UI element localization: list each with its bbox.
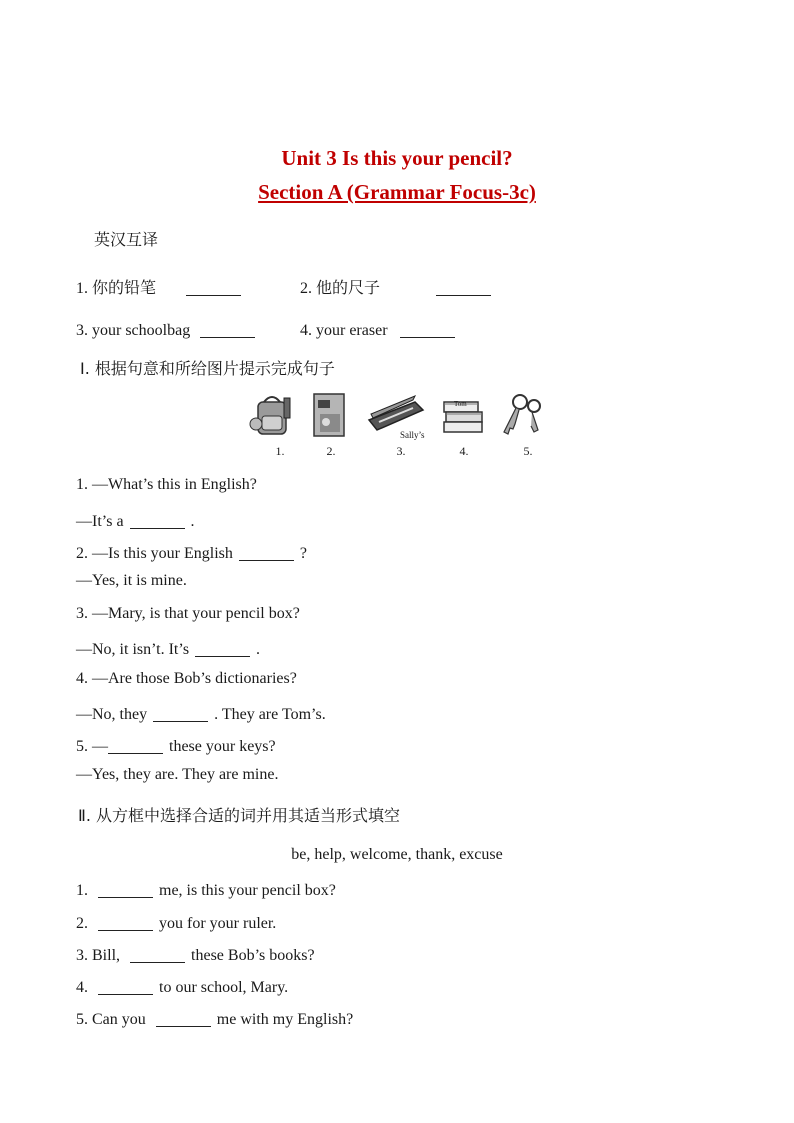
exercise-line: 4. —Are those Bob’s dictionaries? xyxy=(76,670,297,687)
answer-blank[interactable] xyxy=(239,544,294,561)
vocab-item xyxy=(76,275,247,298)
answer-blank[interactable] xyxy=(153,705,208,722)
exercise-line: —No, it isn’t. It’s . xyxy=(76,641,261,658)
picture-label: 2. xyxy=(326,444,336,458)
box-caption: Sally’s xyxy=(400,430,425,440)
section-heading-part1: Ⅰ. 根据句意和所给图片提示完成句子 xyxy=(80,359,335,378)
picture-label: 1. xyxy=(275,444,285,458)
answer-blank[interactable] xyxy=(130,946,185,963)
item-number: 3. xyxy=(76,322,88,339)
item-number: 2. xyxy=(300,280,312,297)
answer-blank[interactable] xyxy=(98,881,153,898)
page-title: Unit 3 Is this your pencil? xyxy=(281,146,513,170)
exercise-line: —No, they . They are Tom’s. xyxy=(76,706,326,723)
picture-prompts xyxy=(240,392,550,462)
exercise-line: 2. you for your ruler. xyxy=(76,915,277,932)
answer-blank[interactable] xyxy=(156,1010,211,1027)
answer-blank[interactable] xyxy=(98,914,153,931)
item-text: 他的尺子 xyxy=(316,278,381,297)
exercise-line: —It’s a . xyxy=(76,513,195,530)
item-number: 4. xyxy=(300,322,312,339)
section-heading-part2: Ⅱ. 从方框中选择合适的词并用其适当形式填空 xyxy=(78,806,401,825)
keys-icon xyxy=(498,392,548,438)
answer-blank[interactable] xyxy=(400,321,455,338)
exercise-line: 1. me, is this your pencil box? xyxy=(76,882,336,899)
picture-label: 3. xyxy=(396,444,406,458)
exercise-line: 3. —Mary, is that your pencil box? xyxy=(76,605,300,622)
exercise-line: —Yes, it is mine. xyxy=(76,572,187,589)
item-number: 1. xyxy=(76,280,88,297)
dictionaries-icon xyxy=(440,392,486,438)
exercise-line: 5. — these your keys? xyxy=(76,738,276,755)
exercise-line: —Yes, they are. They are mine. xyxy=(76,766,279,783)
schoolbag-icon xyxy=(246,392,296,438)
answer-blank[interactable] xyxy=(436,279,491,296)
picture-label: 5. xyxy=(523,444,533,458)
answer-blank[interactable] xyxy=(108,737,163,754)
section-heading-vocab: 英汉互译 xyxy=(94,230,159,249)
item-text: your eraser xyxy=(316,322,388,339)
vocab-item xyxy=(300,275,497,298)
item-text: your schoolbag xyxy=(92,322,191,339)
page-subtitle: Section A (Grammar Focus-3c) xyxy=(258,180,536,204)
book-caption: Tom xyxy=(454,400,467,408)
exercise-line: 3. Bill, these Bob’s books? xyxy=(76,947,315,964)
vocab-item xyxy=(76,318,261,340)
word-box: be, help, welcome, thank, excuse xyxy=(291,846,503,863)
picture-label: 4. xyxy=(459,444,469,458)
exercise-line: 1. —What’s this in English? xyxy=(76,476,257,493)
answer-blank[interactable] xyxy=(195,640,250,657)
answer-blank[interactable] xyxy=(186,279,241,296)
answer-blank[interactable] xyxy=(200,321,255,338)
answer-blank[interactable] xyxy=(98,978,153,995)
exercise-line: 4. to our school, Mary. xyxy=(76,979,289,996)
exercise-line: 2. —Is this your English ? xyxy=(76,545,307,562)
english-book-icon xyxy=(312,392,348,438)
item-text: 你的铅笔 xyxy=(92,278,157,297)
vocab-item xyxy=(300,318,461,340)
answer-blank[interactable] xyxy=(130,512,185,529)
exercise-line: 5. Can you me with my English? xyxy=(76,1011,354,1028)
